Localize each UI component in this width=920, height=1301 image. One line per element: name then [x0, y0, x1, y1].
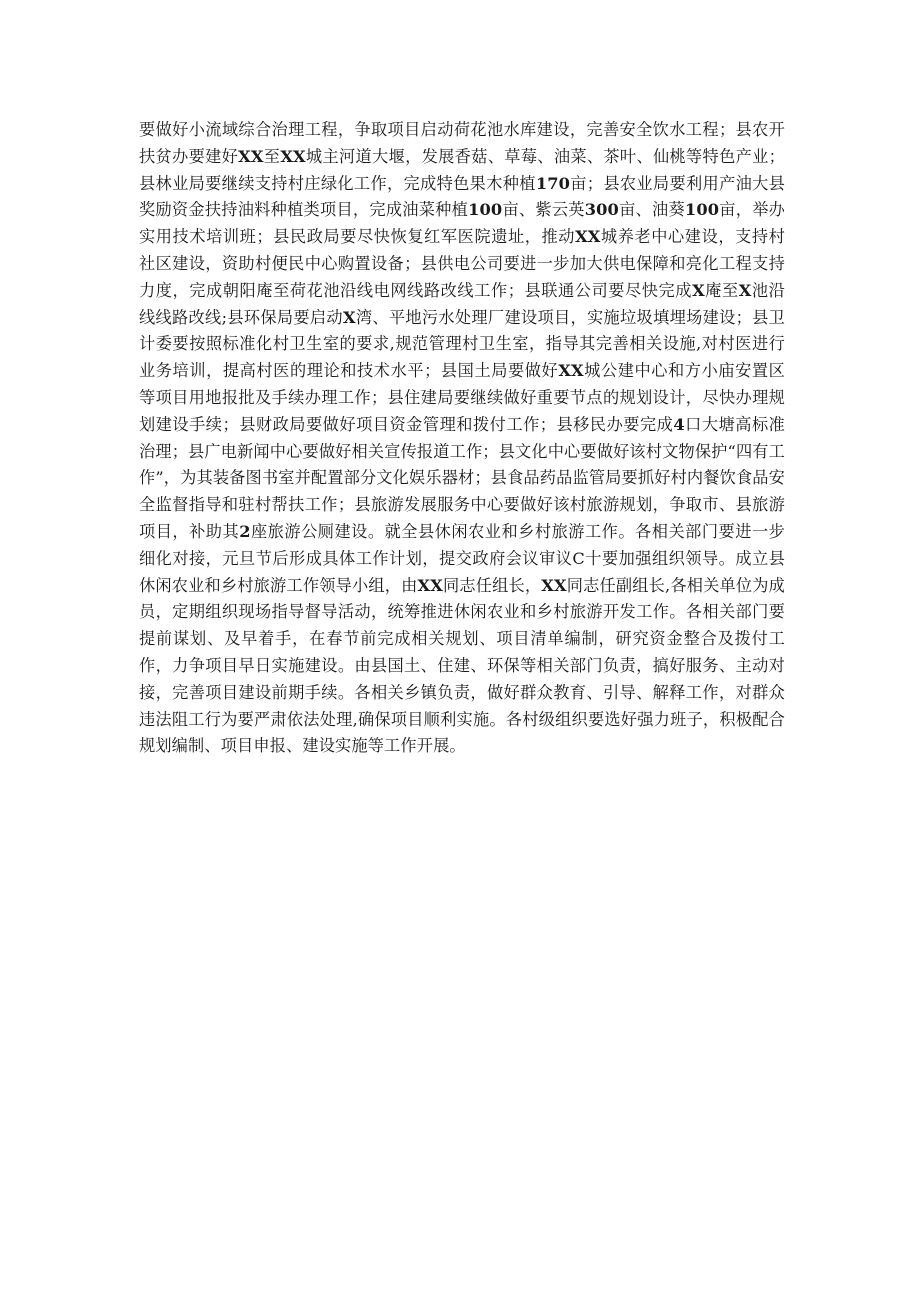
- bold-text-run: XX: [280, 146, 306, 166]
- bold-text-run: 170: [535, 173, 571, 193]
- text-run: 同志任组长，: [442, 575, 542, 595]
- text-run: 亩、紫云英: [502, 200, 585, 220]
- bold-text-run: X: [342, 307, 356, 327]
- text-run: 湾、平地污水处理厂建设项目，实施垃圾填埋场建设；县卫计委要按照标准化村卫生室的要求,规范管理村卫生室，指导其完善相关设施,对村医进行业务培训，提高村医的理论和技术水平；县国土局要做好: [139, 307, 785, 381]
- text-run: 亩，举办实用技术培训班；县民政局要尽快恢复红军医院遗址，推动: [139, 200, 785, 247]
- bold-text-run: X: [692, 280, 705, 300]
- text-run: 座旅游公厕建设。就全县休闲农业和乡村旅游工作。各相关部门要进一步细化对接，元旦节后形成具体工作计划，提交政府会议审议C十要加强组织领导。成立县休闲农业和乡村旅游工作领导小组，由: [139, 521, 785, 595]
- text-run: 口大塘高标准治理；县广电新闻中心要做好相关宣传报道工作；县文化中心要做好该村文物保护“四有工作”，为其装备图书室并配置部分文化娱乐器材；县食品药品监管局要抓好村内餐饮食品安全监督指导和驻村帮扶工作；县旅游发展服务中心要做好该村旅游规划，争取市、县旅游项目，补助其: [139, 414, 785, 541]
- text-run: 亩、油葵: [618, 200, 685, 220]
- bold-text-run: XX: [558, 361, 584, 381]
- bold-text-run: 4: [673, 414, 685, 434]
- bold-text-run: 2: [239, 521, 251, 541]
- text-run: 要做好小流域综合治理工程，争取项目启动荷花池水库建设，完善安全饮水工程；县农开扶贫办要建好: [139, 120, 785, 166]
- bold-text-run: 300: [584, 200, 619, 220]
- text-run: 至: [263, 146, 281, 166]
- text-run: 亩；县农业局要利用产油大县奖励资金扶持油料种植类项目，完成油菜种植: [139, 173, 785, 220]
- bold-text-run: 100: [468, 200, 503, 220]
- bold-text-run: XX: [238, 146, 264, 166]
- bold-text-run: XX: [575, 227, 601, 247]
- text-run: 庵至: [704, 280, 739, 300]
- bold-text-run: XX: [417, 575, 443, 595]
- body-paragraph: [139, 117, 785, 760]
- text-run: 城公建中心和方小庙安置区等项目用地报批及手续办理工作；县住建局要继续做好重要节点的规划设计，尽快办理规划建设手续；县财政局要做好项目资金管理和拨付工作；县移民办要完成: [139, 361, 785, 434]
- bold-text-run: X: [738, 280, 752, 300]
- text-run: 城主河道大堰，发展香菇、草莓、油菜、茶叶、仙桃等特色产业；县林业局要继续支持村庄绿化工作，完成特色果木种植: [139, 146, 785, 193]
- text-run: 城养老中心建设，支持村社区建设，资助村便民中心购置设备；县供电公司要进一步加大供电保障和亮化工程支持力度，完成朝阳庵至荷花池沿线电网线路改线工作；县联通公司要尽快完成: [139, 227, 785, 300]
- text-run: 池沿线线路改线;县环保局要启动: [139, 280, 785, 327]
- bold-text-run: 100: [684, 200, 720, 220]
- text-run: 同志任副组长,各相关单位为成员，定期组织现场指导督导活动，统筹推进休闲农业和乡村旅游开发工作。各相关部门要提前谋划、及早着手，在春节前完成相关规划、项目清单编制，研究资金整合及拨付工作，力争项目早日实施建设。由县国土、住建、环保等相关部门负责，搞好服务、主动对接，完善项目建设前期手续。各相关乡镇负责，做好群众教育、引导、解释工作，对群众违法阻工行为要严肃依法处理,确保项目顺利实施。各村级组织要选好强力班子，积极配合规划编制、项目申报、建设实施等工作开展。: [139, 575, 785, 756]
- bold-text-run: XX: [541, 575, 567, 595]
